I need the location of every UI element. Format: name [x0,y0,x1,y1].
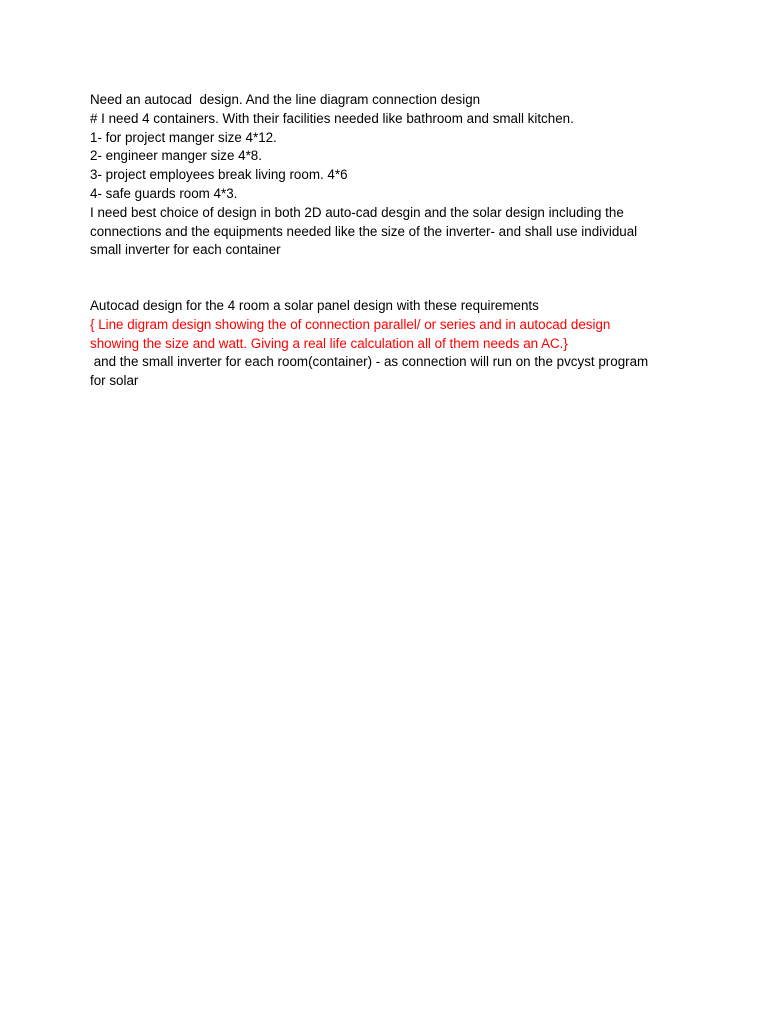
text-line: Autocad design for the 4 room a solar panel design with these requirements [90,298,539,313]
text-line: small inverter for each container [90,242,281,258]
requirements-paragraph [90,91,690,260]
list-item-engineer-manager: 2- engineer manger size 4*8. [90,148,262,164]
list-item-safe-guards-room: 4- safe guards room 4*3. [90,185,238,201]
text-line: and the small inverter for each room(container) - as connection will run on the pvcyst program [90,354,649,370]
text-line: connections and the equipments needed like the size of the inverter- and shall use individual [90,223,638,239]
list-item-break-room: 3- project employees break living room. 4*6 [90,167,348,183]
solar-requirements-paragraph [90,297,690,391]
text-line: for solar [90,373,139,389]
list-item-project-manager: 1- for project manger size 4*12. [90,129,277,145]
text-line: # I need 4 containers. With their facilities needed like bathroom and small kitchen. [90,110,574,126]
highlighted-requirement-line: showing the size and watt. Giving a real life calculation all of them needs an AC.} [90,335,568,351]
text-line: Need an autocad design. And the line diagram connection design [90,92,481,107]
highlighted-requirement-line: { Line digram design showing the of connection parallel/ or series and in autocad design [90,316,611,332]
text-line: I need best choice of design in both 2D auto-cad desgin and the solar design including the [90,204,624,220]
